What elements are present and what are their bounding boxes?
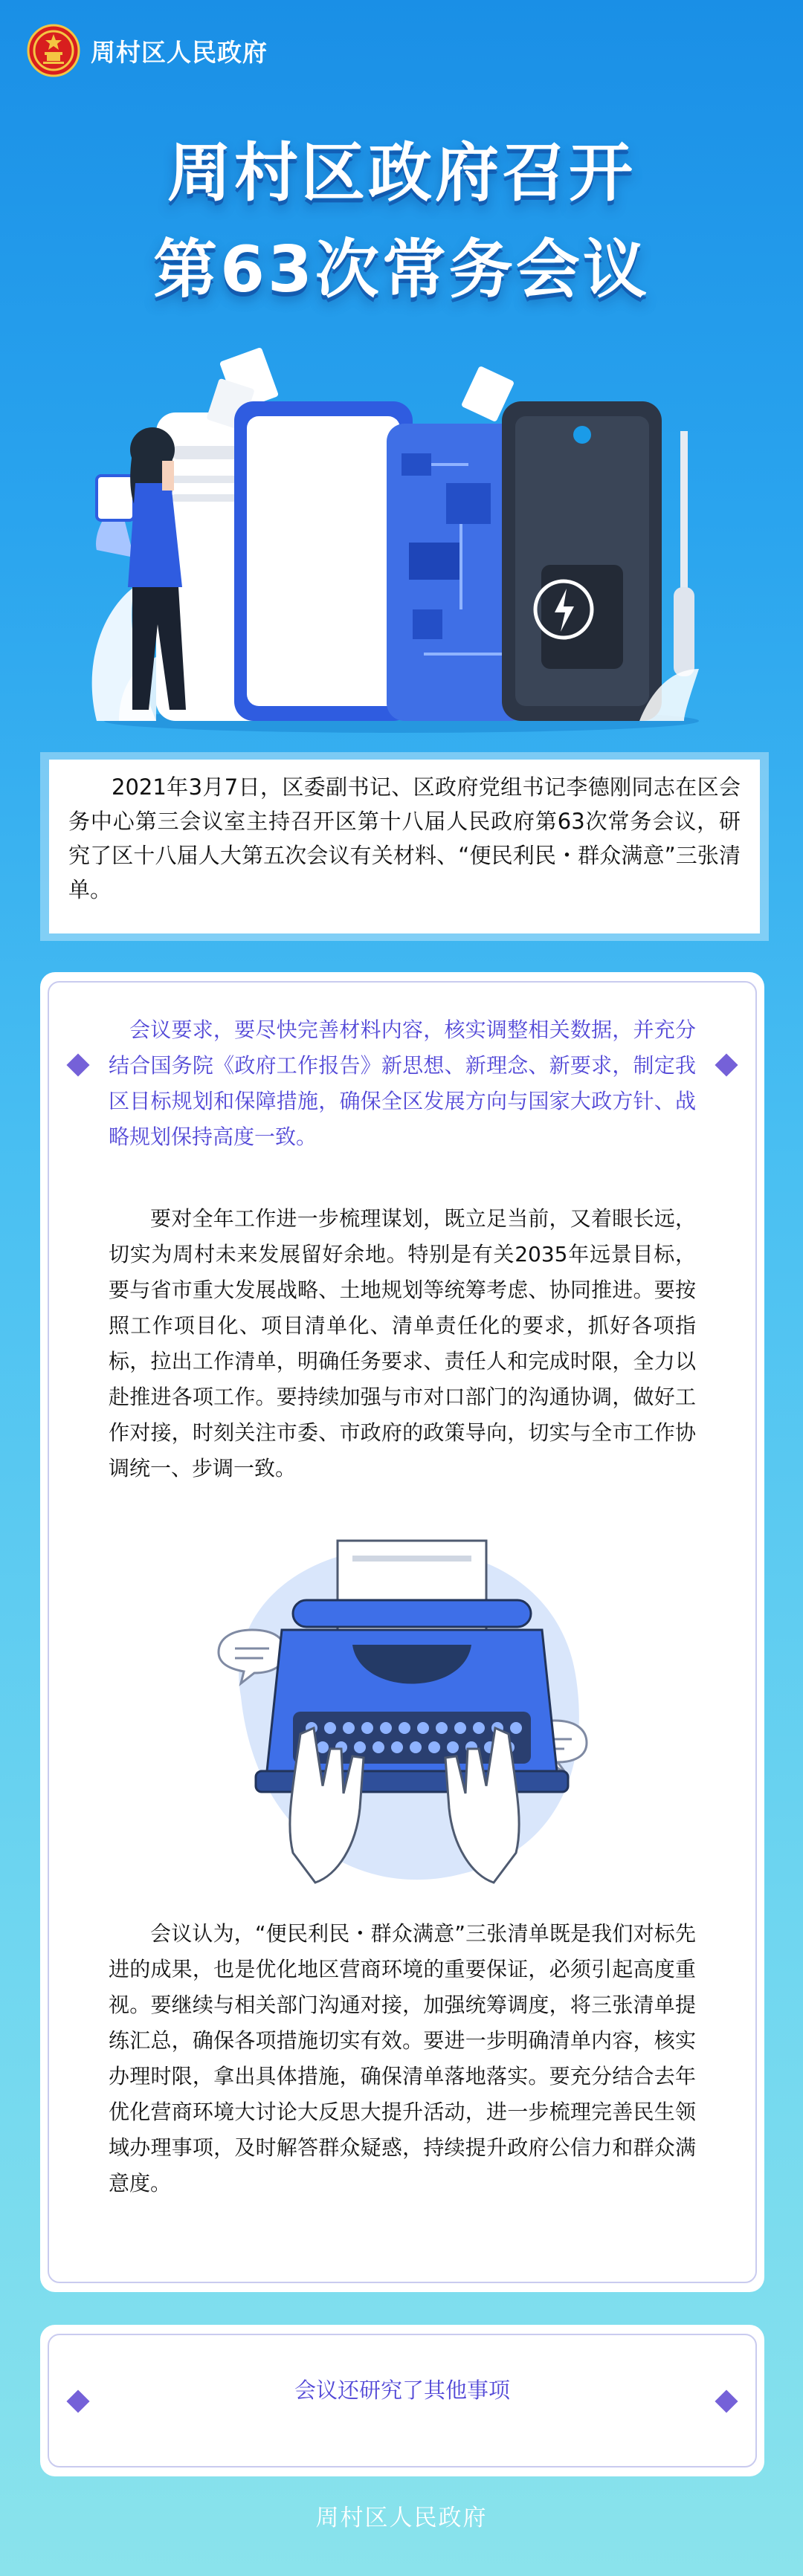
title-line-1: 周村区政府召开 [167, 136, 636, 210]
intro-text: 2021年3月7日，区委副书记、区政府党组书记李德刚同志在区会务中心第三会议室主持召开区第十八届人民政府第63次常务会议，研究了区十八届人大第五次会议有关材料、“便民利民・群众满意”三张清单。 [68, 774, 741, 902]
content-card [40, 972, 764, 2292]
national-emblem-icon [27, 24, 80, 77]
org-name: 周村区人民政府 [91, 37, 268, 67]
other-matters-text: 会议还研究了其他事项 [294, 2378, 510, 2403]
other-matters-card [40, 2325, 764, 2476]
header [27, 19, 268, 82]
body-paragraph-2: 会议认为，“便民利民・群众满意”三张清单既是我们对标先进的成果，也是优化地区营商环境的重要保证，必须引起高度重视。要继续与相关部门沟通对接，加强统筹调度，将三张清单提练汇总，确保各项措施切实有效。要进一步明确清单内容，核实办理时限，拿出具体措施，确保清单落地落实。要充分结合去年优化营商环境大讨论大反思大提升活动，进一步梳理完善民生领域办理事项，及时解答群众疑惑，持续提升政府公信力和群众满意度。 [109, 1921, 696, 2195]
page-title [0, 125, 803, 318]
intro-box [49, 760, 760, 933]
title-line-2: 第63次常务会议 [153, 233, 650, 307]
typewriter-illustration [211, 1526, 598, 1897]
highlight-paragraph: 会议要求，要尽快完善材料内容，核实调整相关数据，并充分结合国务院《政府工作报告》新思想、新理念、新要求，制定我区目标规划和保障措施，确保全区发展方向与国家大政方针、战略规划保持高度一致。 [109, 1017, 696, 1149]
footer-org-name: 周村区人民政府 [315, 2505, 488, 2531]
body-paragraph-1: 要对全年工作进一步梳理谋划，既立足当前，又着眼长远，切实为周村未来发展留好余地。特别是有关2035年远景目标，要与省市重大发展战略、土地规划等统筹考虑、协同推进。要按照工作项目化、项目清单化、清单责任化的要求，抓好各项指标，拉出工作清单，明确任务要求、责任人和完成时限，全力以赴推进各项工作。要持续加强与市对口部门的沟通协调，做好工作对接，时刻关注市委、市政府的政策导向，切实与全市工作协调统一、步调一致。 [109, 1206, 696, 1480]
hero-illustration [74, 342, 729, 743]
